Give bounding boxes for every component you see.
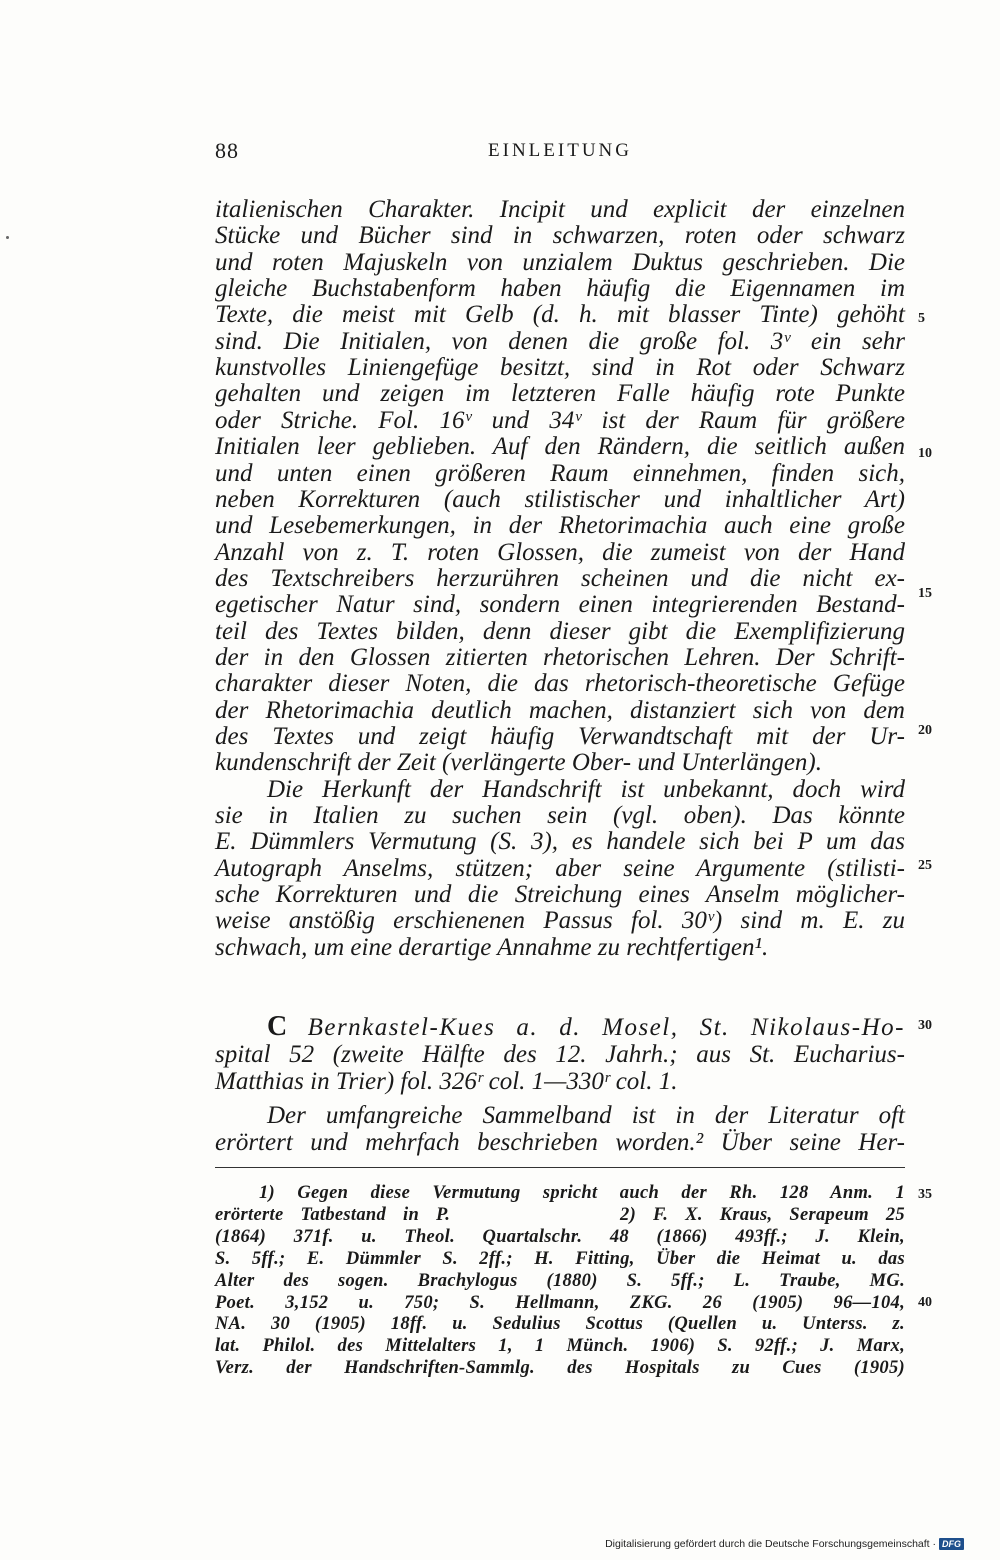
footnote-line: Poet. 3,152 u. 750; S. Hellmann, ZKG. 26 (1905) 96—104, [215,1292,905,1313]
siglum-c: C [267,1011,308,1042]
page-header [215,138,905,168]
body-line: Initialen leer geblieben. Auf den Rändern, die seitlich außen [215,433,905,461]
section-c-line: Der umfangreiche Sammelband ist in der Literatur oft [267,1101,905,1129]
margin-line-number: 10 [918,446,932,461]
footnote-line: NA. 30 (1905) 18ff. u. Sedulius Scottus (Quellen u. Unterss. z. [215,1314,905,1335]
section-c-line: erörtert und mehrfach beschrieben worden.² Über seine Her- [215,1129,905,1156]
margin-line-number: 20 [918,723,932,738]
body-line: gehalten und zeigen im letzteren Falle häufig rote Punkte [215,380,905,408]
footnote-line: Alter des sogen. Brachylogus (1880) S. 5ff.; L. Traube, MG. [215,1270,905,1291]
body-line: und unten einen größeren Raum einnehmen, finden sich, [215,459,905,487]
section-c-line: spital 52 (zweite Hälfte des 12. Jahrh.; aus St. Eucharius- [215,1040,905,1068]
body-line: des Textschreibers herzurühren scheinen und die nicht ex- [215,564,905,592]
margin-line-number: 25 [918,858,932,873]
body-line: sind. Die Initialen, von denen die große fol. 3ᵛ ein sehr [215,327,905,355]
footnote-line: Verz. der Handschriften-Sammlg. des Hospitals zu Cues (1905) [215,1358,905,1379]
footnote-line: lat. Philol. des Mittelalters 1, 1 Münch. 1906) S. 92ff.; J. Marx, [215,1336,905,1357]
body-line: sie in Italien zu suchen sein (vgl. oben). Das könnte [215,802,905,830]
body-line: kunstvolles Liniengefüge besitzt, sind in Rot oder Schwarz [215,354,905,382]
body-line: neben Korrekturen (auch stilistischer und inhaltlicher Art) [215,485,905,513]
dfg-logo: DFG [939,1538,964,1550]
body-line: weise anstößig erschienenen Passus fol. 30ᵛ) sind m. E. zu [215,907,905,935]
body-line: oder Striche. Fol. 16ᵛ und 34ᵛ ist der Raum für größere [215,406,905,434]
body-line: gleiche Buchstabenform haben häufig die Eigennamen im [215,275,905,303]
credit-text: Digitalisierung gefördert durch die Deutsche Forschungsgemeinschaft · [605,1538,936,1550]
margin-line-number: 40 [918,1295,932,1310]
running-head: EINLEITUNG [488,140,632,161]
footnote-line: 1) Gegen diese Vermutung spricht auch der Rh. 128 Anm. 1 [259,1183,905,1203]
footnote-line: erörterte Tatbestand in P. 2) F. X. Kraus, Serapeum 25 [215,1204,905,1225]
body-line: der in den Glossen zitierten rhetorischen Lehren. Der Schrift- [215,643,905,671]
body-line: Texte, die meist mit Gelb (d. h. mit blasser Tinte) gehöht [215,301,905,329]
body-line: egetischer Natur sind, sondern einen integrierenden Bestand- [215,591,905,619]
body-line: Anzahl von z. T. roten Glossen, die zumeist von der Hand [215,538,905,566]
section-c-line: Matthias in Trier) fol. 326ʳ col. 1—330ʳ col. 1. [215,1068,678,1095]
footnote-line: S. 5ff.; E. Dümmler S. 2ff.; H. Fitting, Über die Heimat u. das [215,1248,905,1269]
body-line: charakter dieser Noten, die das rhetorisch-theoretische Gefüge [215,670,905,698]
body-line: Autograph Anselms, stützen; aber seine Argumente (stilisti- [215,854,905,882]
body-line: des Textes und zeigt häufig Verwandtschaft mit der Ur- [215,723,905,750]
margin-line-number: 15 [918,586,932,601]
digitization-credit [605,1538,964,1550]
body-line: und roten Majuskeln von unzialem Duktus geschrieben. Die [215,248,905,276]
footnote-line: (1864) 371f. u. Theol. Quartalschr. 48 (1866) 493ff.; J. Klein, [215,1226,905,1247]
footnote-rule [215,1167,905,1168]
body-line: und Lesebemerkungen, in der Rhetorimachia auch eine große [215,512,905,540]
body-line: Stücke und Bücher sind in schwarzen, roten oder schwarz [215,222,905,250]
section-c-heading: Bernkastel-Kues a. d. Mosel, St. Nikolaus-Ho- [307,1014,905,1041]
body-line: E. Dümmlers Vermutung (S. 3), es handele sich bei P um das [215,828,905,856]
body-line: sche Korrekturen und die Streichung eines Anselm möglicher- [215,881,905,909]
margin-line-number: 30 [918,1018,932,1033]
margin-line-number: 35 [918,1187,932,1202]
margin-line-number: 5 [918,311,925,326]
body-line: der Rhetorimachia deutlich machen, distanziert sich von dem [215,696,905,724]
section-c-line [215,1013,905,1041]
body-line: italienischen Charakter. Incipit und explicit der einzelnen [215,196,905,223]
body-line: kundenschrift der Zeit (verlängerte Ober- und Unterlängen). [215,749,823,777]
margin-speck [6,236,9,239]
body-line: schwach, um eine derartige Annahme zu rechtfertigen¹. [215,933,769,961]
body-line: Die Herkunft der Handschrift ist unbekannt, doch wird [267,775,905,803]
page-number: 88 [215,138,239,163]
body-line: teil des Textes bilden, denn dieser gibt die Exemplifizierung [215,617,905,645]
